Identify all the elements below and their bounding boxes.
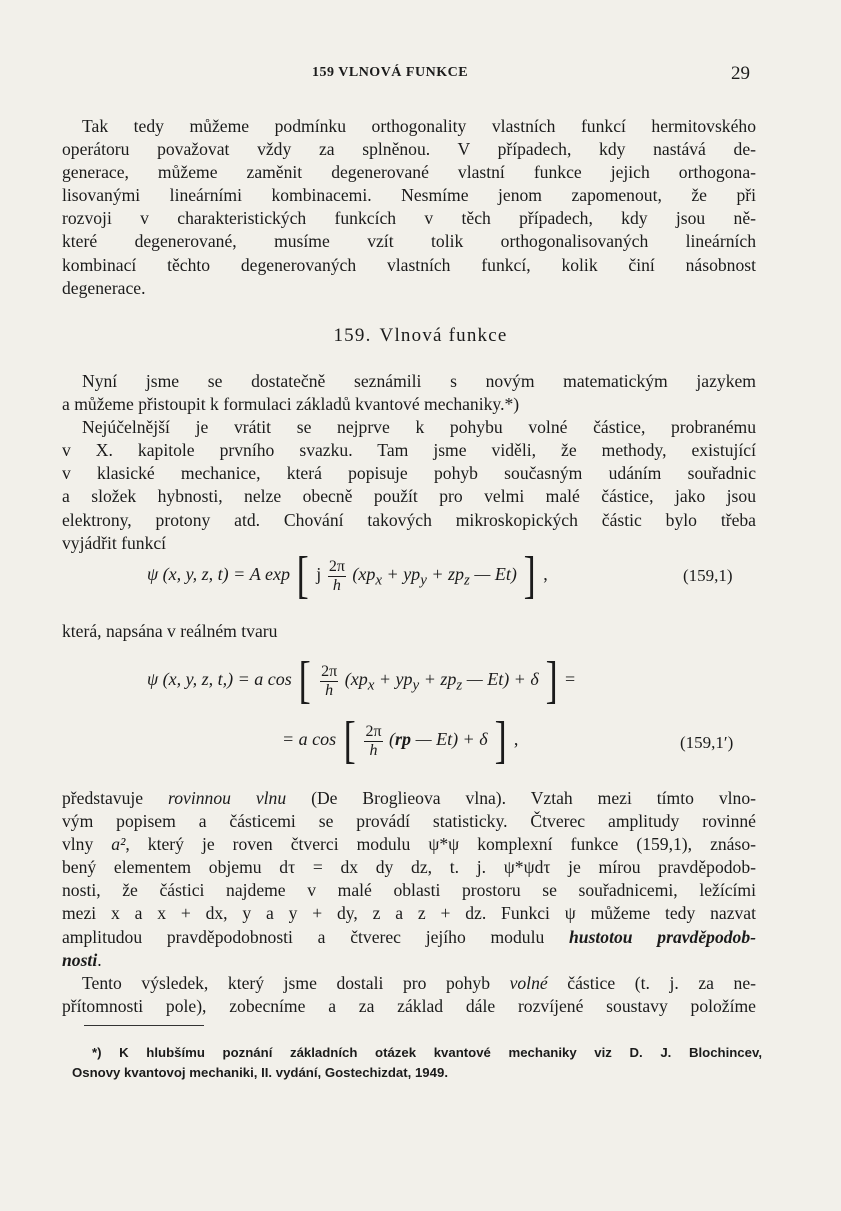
paragraph-line: vyjádřit funkcí [62, 532, 167, 553]
equation-159-1-prime-line1 [147, 652, 576, 709]
term: — Et) [469, 564, 517, 585]
equation-lhs: ψ (x, y, z, t) = A exp [147, 564, 290, 585]
term: ( [389, 729, 396, 750]
vector-term: rp [395, 729, 412, 750]
page-number: 29 [731, 63, 750, 84]
italic-term: nosti [62, 949, 98, 970]
italic-term: rovinnou vlnu [168, 788, 287, 808]
footnote [72, 1043, 762, 1083]
bracket-close: ] [523, 547, 537, 604]
term: — Et) + δ [411, 729, 488, 750]
bracket-open: [ [298, 652, 312, 709]
paragraph-line: a můžeme přistoupit k formulaci základů kvantové mechaniky.*) [62, 394, 520, 415]
equation-number: (159,1) [683, 566, 733, 585]
fraction-numerator: 2π [365, 722, 382, 740]
section-heading [0, 325, 841, 347]
paragraph-line: Nejúčelnější je vrátit se nejprve k pohybu volné částice, probranému [82, 417, 756, 438]
text-run: Tento výsledek, který jsme dostali pro pohyb [82, 972, 510, 993]
fraction-numerator: 2π [328, 557, 345, 575]
text-run: , který je roven čtverci modulu ψ*ψ komplexní funkce (159,1), znáso- [125, 834, 756, 855]
paragraph-line: mezi x a x + dx, y a y + dy, z a z + dz. Funkci ψ můžeme tedy nazvat [62, 903, 756, 924]
text-between-equations [62, 620, 756, 643]
term: + yp [382, 564, 421, 585]
equation-lhs: = a cos [282, 729, 337, 750]
text-run: amplitudou pravděpodobnosti a čtverec jejího modulu [62, 926, 569, 947]
paragraph-line [62, 833, 756, 856]
bracket-close: ] [494, 712, 507, 769]
paragraph-line [62, 949, 756, 972]
paragraph-line: Nyní jsme se dostatečně seznámili s novým matematickým jazykem [82, 371, 756, 391]
subscript: x [367, 677, 375, 694]
paragraph-line: operátoru považovat vždy za splněnou. V případech, kdy nastává de- [62, 139, 756, 160]
paragraph-line: lisovanými lineárními kombinacemi. Nesmíme jenom zapomenout, že při [62, 185, 756, 206]
subscript: x [375, 572, 383, 589]
paragraph-intro [62, 370, 756, 555]
italic-term: hustotou pravděpodob- [569, 926, 756, 947]
paragraph-orthogonality [62, 115, 756, 300]
term: (xp [344, 669, 368, 690]
fraction-denominator: h [369, 741, 378, 759]
bracket-open: [ [297, 547, 310, 604]
paragraph-line [62, 972, 756, 995]
paragraph-line: přítomnosti pole), zobecníme a za základ dále rozvíjené soustavy položíme [62, 995, 756, 1016]
bracket-open: [ [343, 712, 356, 769]
equation-punctuation: , [543, 564, 548, 585]
paragraph-line: v X. kapitole prvního svazku. Tam jsme viděli, že methody, existující [62, 440, 756, 461]
paragraph-line: elektrony, protony atd. Chování takových mikroskopických částic bylo třeba [62, 509, 756, 530]
fraction-numerator: 2π [321, 662, 338, 680]
paragraph-line: nosti, že částici najdeme v malé oblasti prostoru se souřadnicemi, ležícími [62, 880, 756, 901]
term: + zp [419, 669, 457, 690]
term: — Et) + δ [462, 669, 539, 690]
footnote-line: *) K hlubšímu poznání základních otázek kvantové mechaniky viz D. J. Blochincev, [92, 1045, 762, 1060]
text-run: představuje [62, 788, 169, 808]
paragraph-line: v klasické mechanice, která popisuje pohyb současným udáním souřadnic [62, 463, 756, 484]
equation-159-1-prime-line2 [282, 712, 519, 769]
equation-lhs: ψ (x, y, z, t,) = a cos [147, 669, 292, 690]
equation-number: (159,1′) [680, 733, 734, 752]
subscript: z [456, 677, 463, 694]
paragraph-line: bený elementem objemu dτ = dx dy dz, t. j. ψ*ψdτ je mírou pravděpodob- [62, 857, 756, 878]
fraction [328, 558, 346, 595]
running-head-title: 159 VLNOVÁ FUNKCE [312, 65, 469, 80]
footnote-line: Osnovy kvantovoj mechaniki, II. vydání, Gostechizdat, 1949. [72, 1065, 448, 1080]
paragraph-line: Tak tedy můžeme podmínku orthogonality vlastních funkcí hermitovského [82, 116, 756, 136]
fraction-denominator: h [332, 576, 341, 594]
paragraph-line: které degenerované, musíme vzít tolik orthogonalisovaných lineárních [62, 231, 756, 252]
text-run: . [97, 949, 102, 970]
text-run: vlny [62, 834, 112, 855]
footnote-rule [84, 1025, 204, 1026]
term: + yp [374, 669, 413, 690]
text-run: částice (t. j. za ne- [547, 972, 756, 993]
equation-body [389, 729, 488, 749]
paragraph-line: která, napsána v reálném tvaru [62, 621, 278, 641]
text-run: (De Broglieova vlna). Vztah mezi tímto vlno- [286, 788, 756, 808]
subscript: z [464, 572, 470, 589]
italic-term: volné [509, 972, 548, 993]
bracket-close: ] [545, 652, 558, 709]
fraction [364, 723, 382, 760]
fraction-denominator: h [325, 681, 334, 699]
paragraph-line: rozvoji v charakteristických funkcích v těch případech, kdy jsou ně- [62, 208, 756, 229]
subscript: y [420, 572, 427, 589]
running-head [0, 63, 841, 87]
term: + zp [426, 564, 465, 585]
equation-body [344, 669, 539, 694]
paragraph-line: degenerace. [62, 277, 146, 298]
fraction [320, 663, 338, 700]
paragraph-line: vým popisem a částicemi se provádí statisticky. Čtverec amplitudy rovinné [62, 811, 756, 832]
equation-159-1 [147, 547, 548, 604]
paragraph-de-broglie [62, 787, 756, 1018]
paragraph-line [62, 926, 756, 949]
section-title: Vlnová funkce [379, 325, 508, 346]
paragraph-line: kombinací těchto degenerovaných vlastních funkcí, kolik činí násobnost [62, 254, 756, 275]
italic-term: a² [111, 834, 126, 855]
section-number: 159. [333, 325, 372, 346]
equation-punctuation: , [513, 729, 519, 750]
subscript: y [412, 677, 420, 694]
equation-punctuation: = [565, 669, 576, 690]
equation-body [352, 564, 517, 589]
imaginary-unit: j [316, 564, 322, 585]
term: (xp [352, 564, 376, 585]
paragraph-line: a složek hybnosti, nelze obecně použít pro velmi malé částice, jako jsou [62, 486, 756, 507]
paragraph-line [62, 787, 756, 810]
paragraph-line: generace, můžeme zaměnit degenerované vlastní funkce jejich orthogona- [62, 162, 756, 183]
